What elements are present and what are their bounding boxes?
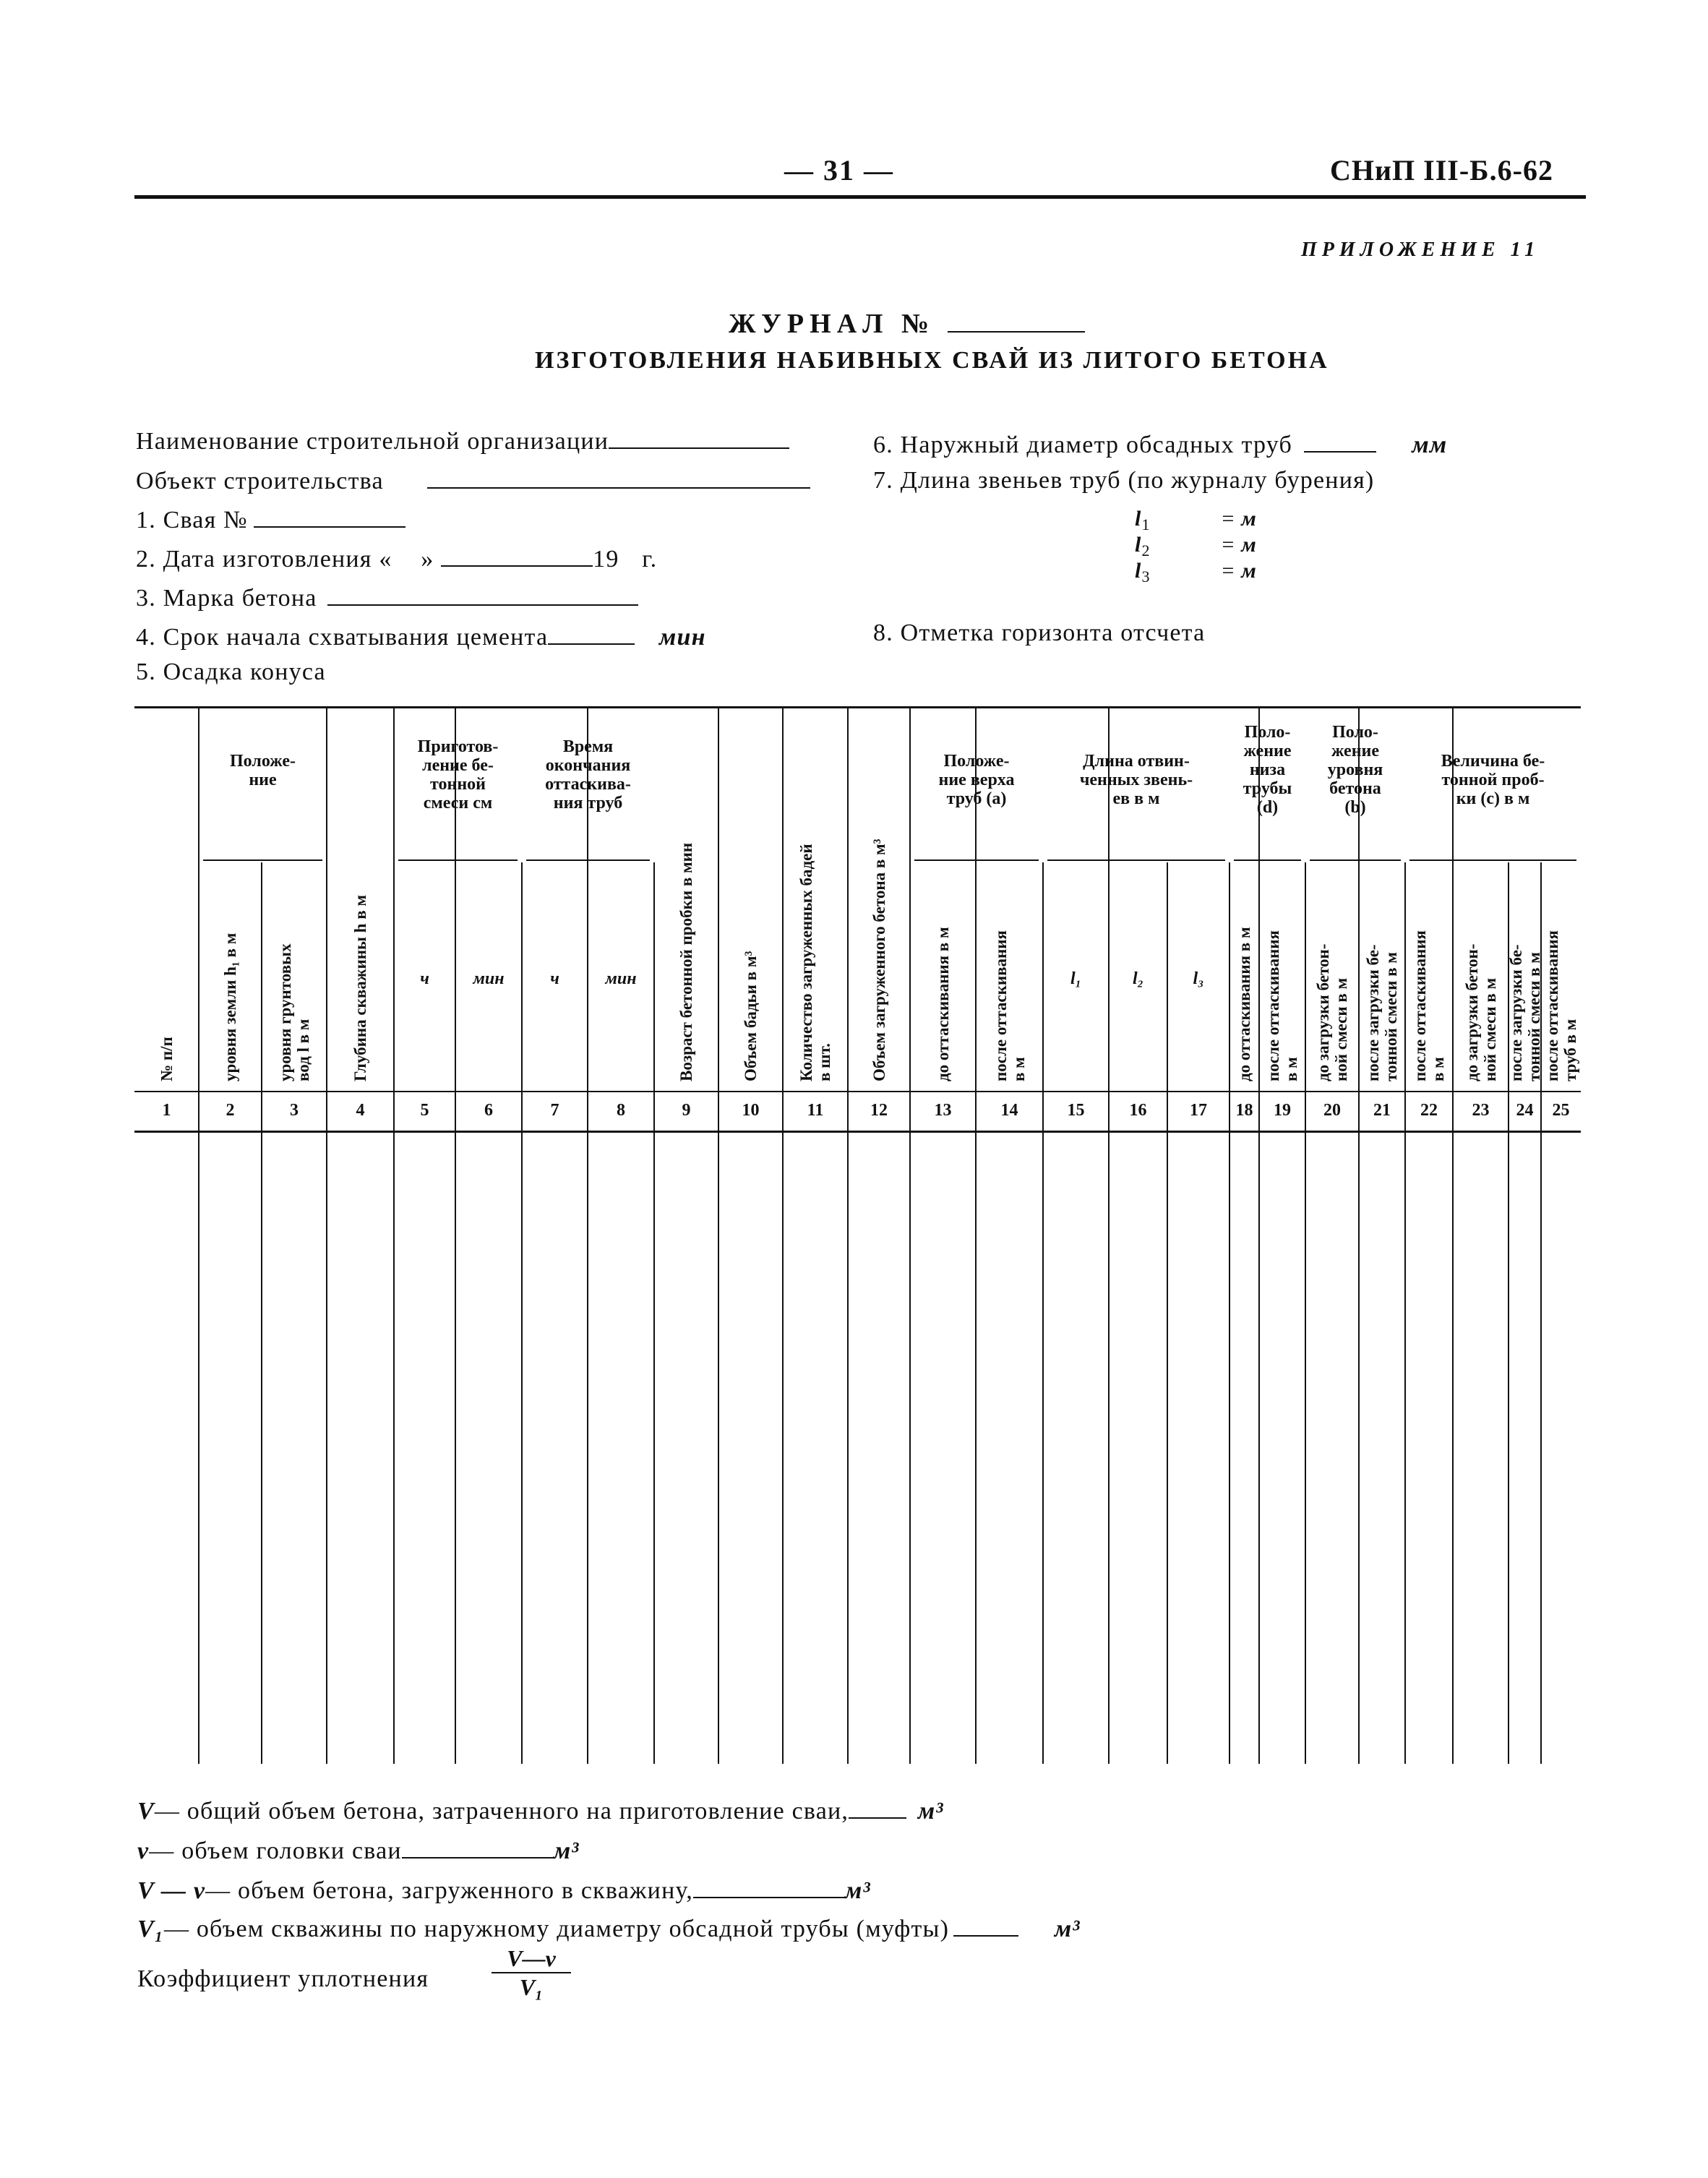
- group-header-underline: [526, 859, 650, 861]
- vertical-header-c22: после оттаскивания в м: [1411, 930, 1447, 1081]
- column-number: 20: [1323, 1101, 1341, 1120]
- formula-head: [137, 1832, 580, 1866]
- group-header-plug_size: Величина бе- тонной проб- ки (c) в м: [1441, 752, 1545, 808]
- field-pile-label: 1. Свая №: [136, 507, 248, 533]
- table-column-line: [1229, 862, 1230, 1764]
- l3-subscript: 3: [1141, 567, 1151, 586]
- field-organization-label: Наименование строительной организации: [136, 428, 609, 455]
- column-number: 7: [550, 1101, 559, 1120]
- column-number: 11: [807, 1101, 824, 1120]
- formula-loaded-unit: м³: [844, 1877, 871, 1904]
- column-number: 3: [290, 1101, 299, 1120]
- column-number: 21: [1373, 1101, 1391, 1120]
- vertical-header-c21: после загрузки бе- тонной смеси в м: [1364, 944, 1400, 1081]
- formula-well: [137, 1911, 1081, 1944]
- group-header-underline: [203, 859, 322, 861]
- table-column-line: [326, 707, 327, 1764]
- l3-equals: =: [1222, 559, 1235, 583]
- table-column-line: [1358, 707, 1360, 1764]
- table-column-line: [718, 707, 719, 1764]
- column-number: 10: [742, 1101, 760, 1120]
- formula-head-text: — объем головки сваи: [149, 1838, 402, 1864]
- coefficient-denominator: V₁: [519, 1974, 544, 2000]
- l2-subscript: 2: [1141, 541, 1151, 559]
- appendix-label: ПРИЛОЖЕНИЕ 11: [1301, 239, 1540, 261]
- column-number: 17: [1190, 1101, 1207, 1120]
- formula-head-line: [402, 1832, 554, 1858]
- column-number: 9: [682, 1101, 691, 1120]
- table-column-line: [1305, 862, 1306, 1764]
- table-column-line: [521, 862, 523, 1764]
- field-length: 7. Длина звеньев труб (по журналу бурения): [873, 467, 1375, 494]
- field-mark: 8. Отметка горизонта отсчета: [873, 619, 1206, 646]
- table-number-row-bottom: [134, 1131, 1581, 1133]
- coefficient-fraction: [492, 1946, 571, 1999]
- vertical-header-c11: Количество загруженных бадей в шт.: [797, 844, 833, 1081]
- field-object-label: Объект строительства: [136, 468, 384, 494]
- l1-subscript: 1: [1141, 515, 1151, 533]
- column-number: 12: [870, 1101, 888, 1120]
- group-header-underline: [1310, 859, 1401, 861]
- table-number-row-top: [134, 1091, 1581, 1092]
- group-header-underline: [1047, 859, 1225, 861]
- vertical-header-c20: до загрузки бетон- ной смеси в м: [1314, 943, 1350, 1081]
- formula-well-symbol: V₁: [137, 1916, 164, 1942]
- table-column-line: [587, 707, 588, 1764]
- table-column-line: [1108, 707, 1110, 1764]
- formula-v-unit: м³: [917, 1798, 944, 1825]
- formula-well-text: — объем скважины по наружному диаметру обсадной трубы (муфты): [163, 1916, 950, 1942]
- field-date-year-suffix: г.: [642, 546, 658, 573]
- l1-symbol: l: [1135, 507, 1142, 531]
- vertical-header-c25: после оттаскивания труб в м: [1542, 930, 1579, 1081]
- column-number: 23: [1472, 1101, 1490, 1120]
- vertical-header-c1: № п/п: [158, 1037, 176, 1081]
- formula-v: [137, 1793, 944, 1826]
- journal-subtitle: ИЗГОТОВЛЕНИЯ НАБИВНЫХ СВАЙ ИЗ ЛИТОГО БЕТОНА: [535, 347, 1329, 374]
- vertical-header-c2: уровня земли h₁ в м: [221, 932, 239, 1081]
- group-header-bottom_pos: Поло- жение низа трубы (d): [1243, 723, 1292, 817]
- column-number: 15: [1067, 1101, 1085, 1120]
- column-number: 13: [934, 1101, 952, 1120]
- l3-unit: м: [1241, 559, 1258, 583]
- table-column-line: [909, 707, 911, 1764]
- column-number: 14: [1000, 1101, 1018, 1120]
- field-date-year: 19: [593, 546, 619, 573]
- column-number: 6: [484, 1101, 493, 1120]
- journal-title-text: ЖУРНАЛ №: [729, 309, 935, 339]
- column-number: 1: [162, 1101, 171, 1120]
- table-column-line: [782, 707, 784, 1764]
- page-number: — 31 —: [784, 154, 894, 186]
- table-column-line: [1042, 862, 1044, 1764]
- field-slump: 5. Осадка конуса: [136, 659, 326, 685]
- document-code: СНиП III-Б.6-62: [1330, 154, 1553, 186]
- table-column-line: [393, 707, 395, 1764]
- formula-loaded: [137, 1872, 871, 1905]
- formula-loaded-line: [693, 1872, 845, 1898]
- column-number: 4: [356, 1101, 365, 1120]
- field-diameter-label: 6. Наружный диаметр обсадных труб: [873, 432, 1292, 458]
- vertical-header-c10: Объем бадьи в м³: [742, 951, 760, 1081]
- formula-v-text: — общий объем бетона, затраченного на приготовление сваи,: [154, 1798, 849, 1825]
- vertical-header-c9: Возраст бетонной пробки в мин: [677, 842, 695, 1081]
- sub-header-l3: l₃: [1193, 969, 1204, 988]
- group-header-top_pos: Положе- ние верха труб (a): [938, 752, 1015, 808]
- sub-header-min: мин: [473, 969, 505, 988]
- l1-equals: =: [1222, 507, 1235, 531]
- l2-equals: =: [1222, 533, 1235, 557]
- l3-symbol: l: [1135, 559, 1142, 583]
- sub-header-h: ч: [420, 969, 429, 988]
- table-top-rule: [134, 706, 1581, 708]
- table-column-line: [455, 707, 456, 1764]
- table-column-line: [1258, 707, 1260, 1764]
- table-column-line: [261, 862, 262, 1764]
- vertical-header-c14: после оттаскивания в м: [991, 930, 1028, 1081]
- column-number: 24: [1516, 1101, 1534, 1120]
- column-number: 2: [226, 1101, 235, 1120]
- coefficient-label: Коэффициент уплотнения: [137, 1965, 429, 1992]
- l1-unit: м: [1241, 507, 1258, 531]
- group-header-underline: [1234, 859, 1301, 861]
- group-header-underline: [914, 859, 1039, 861]
- group-header-level_pos: Поло- жение уровня бетона (b): [1327, 723, 1383, 817]
- column-number: 19: [1274, 1101, 1291, 1120]
- column-number: 5: [420, 1101, 429, 1120]
- column-number: 22: [1420, 1101, 1438, 1120]
- field-diameter-unit: мм: [1412, 432, 1448, 458]
- vertical-header-c18: до оттаскивания в м: [1235, 927, 1253, 1081]
- formula-well-line: [953, 1911, 1018, 1937]
- sub-header-l2: l₂: [1132, 969, 1144, 988]
- vertical-header-c12: Объем загруженного бетона в м³: [870, 839, 888, 1081]
- table-column-line: [198, 707, 199, 1764]
- field-setting-label: 4. Срок начала схватывания цемента: [136, 624, 549, 651]
- group-header-underline: [398, 859, 518, 861]
- vertical-header-c24: после загрузки бе- тонной смеси в м: [1506, 944, 1543, 1081]
- column-number: 16: [1129, 1101, 1147, 1120]
- field-grade-label: 3. Марка бетона: [136, 585, 317, 612]
- table-column-line: [653, 862, 655, 1764]
- sub-header-h: ч: [550, 969, 559, 988]
- formula-v-symbol: V: [137, 1798, 155, 1825]
- formula-coefficient: [137, 1965, 429, 1994]
- column-number: 18: [1235, 1101, 1253, 1120]
- vertical-header-c3: уровня грунтовых вод l в м: [276, 943, 312, 1081]
- column-number: 25: [1552, 1101, 1570, 1120]
- l2-unit: м: [1241, 533, 1258, 557]
- l2-symbol: l: [1135, 533, 1142, 557]
- group-header-position: Положе- ние: [230, 752, 296, 789]
- formula-loaded-text: — объем бетона, загруженного в скважину,: [205, 1877, 693, 1904]
- coefficient-numerator: V—v: [507, 1945, 556, 1971]
- table-column-line: [1452, 707, 1454, 1764]
- formula-head-unit: м³: [553, 1838, 580, 1864]
- coefficient-bar: [492, 1972, 571, 1973]
- column-number: 8: [617, 1101, 625, 1120]
- formula-well-unit: м³: [1054, 1916, 1081, 1942]
- field-date-label: 2. Дата изготовления «: [136, 546, 392, 573]
- sub-header-l1: l₁: [1070, 969, 1082, 988]
- field-setting-unit: мин: [659, 624, 706, 651]
- table-column-line: [1167, 862, 1168, 1764]
- group-header-prep: Приготов- ление бе- тонной смеси см: [417, 737, 499, 813]
- table-column-line: [847, 707, 849, 1764]
- formula-head-symbol: v: [137, 1838, 150, 1864]
- formula-v-line: [849, 1793, 906, 1819]
- group-header-len_links: Длина отвин- ченных звень- ев в м: [1079, 752, 1193, 808]
- vertical-header-c19: после оттаскивания в м: [1264, 930, 1300, 1081]
- vertical-header-c4: Глубина скважины h в м: [351, 894, 369, 1081]
- vertical-header-c13: до оттаскивания в м: [934, 927, 952, 1081]
- formula-loaded-symbol: V — v: [137, 1877, 206, 1904]
- group-header-underline: [1409, 859, 1576, 861]
- vertical-header-c23: до загрузки бетон- ной смеси в м: [1462, 943, 1499, 1081]
- group-header-time_end: Время окончания оттаскива- ния труб: [545, 737, 631, 813]
- table-column-line: [1404, 862, 1406, 1764]
- field-date-quote: »: [421, 546, 434, 573]
- sub-header-min: мин: [605, 969, 637, 988]
- table-column-line: [975, 707, 977, 1764]
